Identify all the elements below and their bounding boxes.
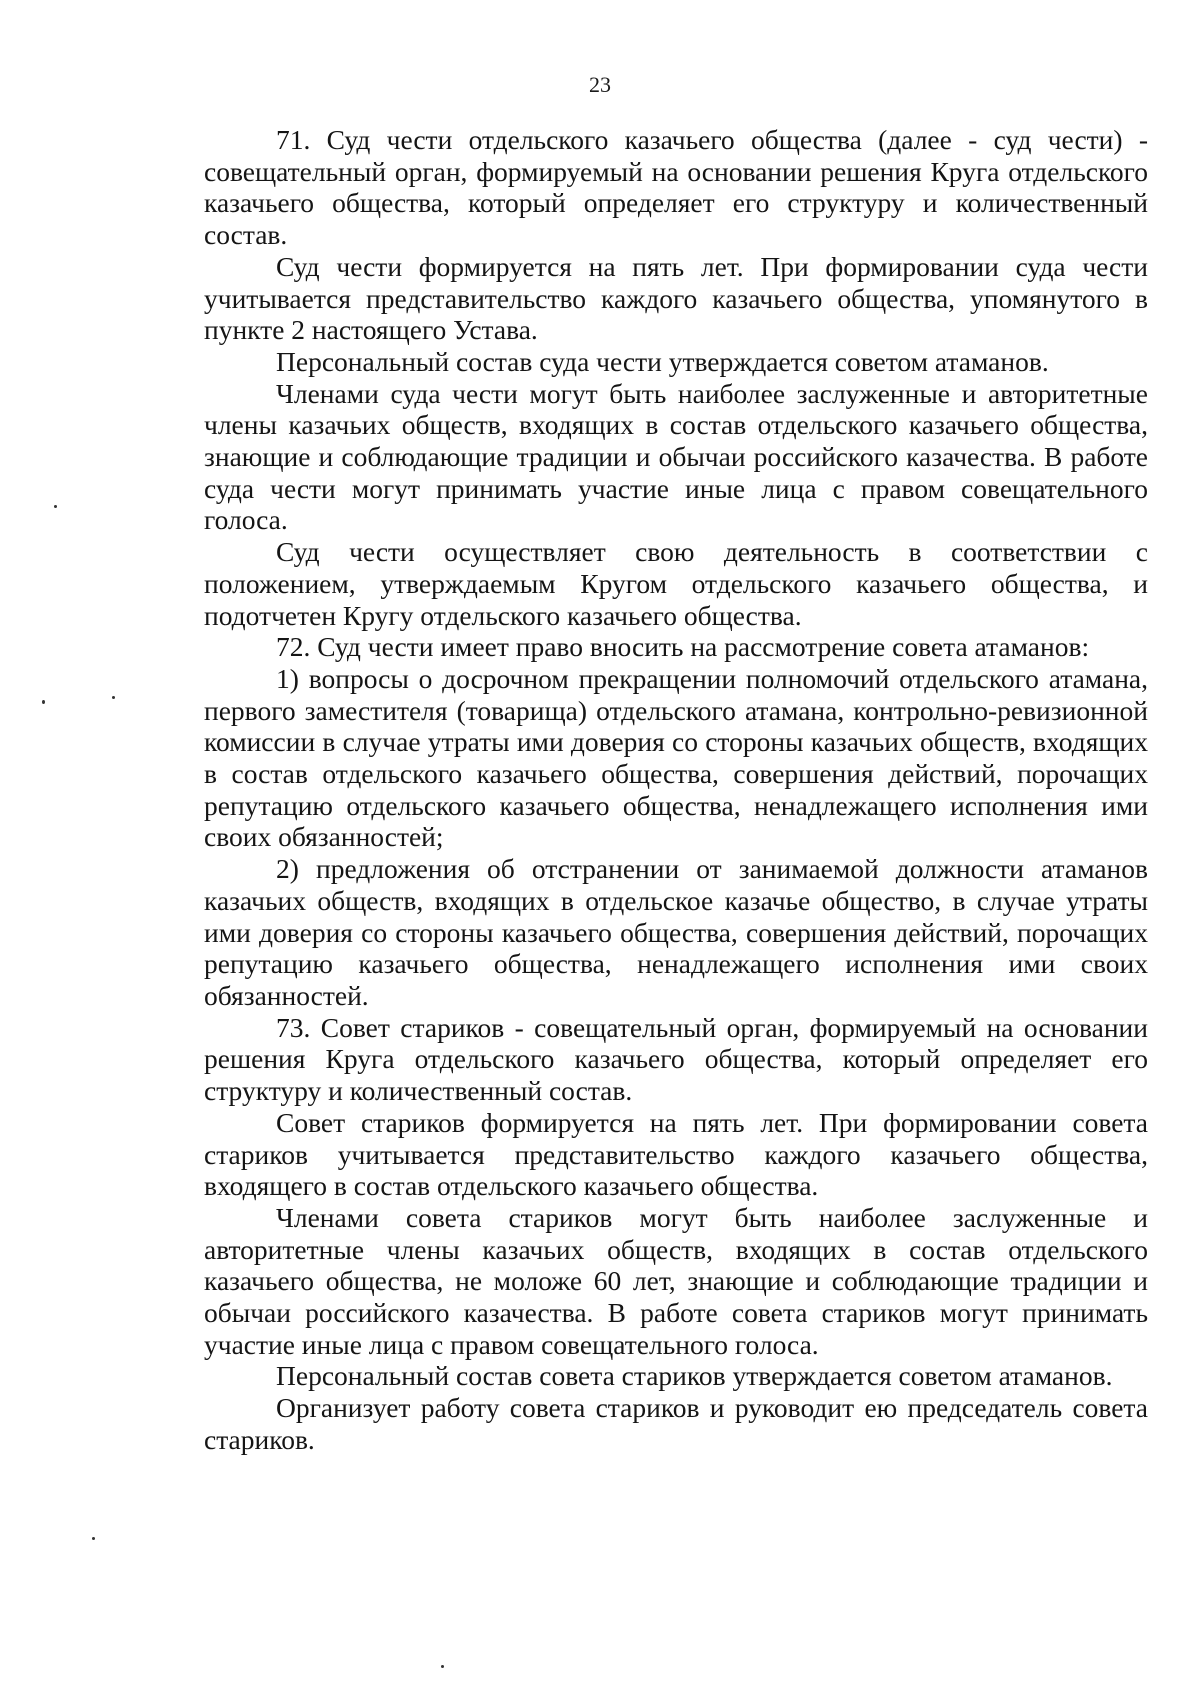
paragraph-72-item-1: 1) вопросы о досрочном прекращении полномочий отдельского атамана, первого заместителя (товарища) отдельского атамана, контрольно-ревизионной комиссии в случае утраты ими доверия со стороны казачьих обществ, входящих в состав отдельского казачьего общества, совершения действий, порочащих репутацию отдельского казачьего общества, ненадлежащего исполнения ими своих обязанностей;	[204, 662, 1148, 853]
scan-speck	[112, 696, 115, 699]
paragraph-71-term: Суд чести формируется на пять лет. При формировании суда чести учитывается представительство каждого казачьего общества, упомянутого в пункте 2 настоящего Устава.	[204, 250, 1148, 346]
scan-speck	[441, 1665, 444, 1668]
paragraph-72-item-2: 2) предложения об отстранении от занимаемой должности атаманов казачьих обществ, входящих в отдельское казачье общество, в случае утраты ими доверия со стороны казачьего общества, совершения действий, порочащих репутацию казачьего общества, ненадлежащего исполнения ими своих обязанностей.	[204, 853, 1148, 1011]
paragraph-71-composition: Персональный состав суда чести утверждается советом атаманов.	[276, 345, 1049, 377]
scan-speck	[42, 700, 45, 704]
scan-speck	[92, 1537, 95, 1540]
paragraph-73: 73. Совет стариков - совещательный орган, формируемый на основании решения Круга отдельского казачьего общества, который определяет его структуру и количественный состав.	[204, 1011, 1148, 1107]
paragraph-73-members: Членами совета стариков могут быть наиболее заслуженные и авторитетные члены казачьих обществ, входящих в состав отдельского казачьего общества, не моложе 60 лет, знающие и соблюдающие традиции и обычаи российского казачества. В работе совета стариков могут принимать участие иные лица с правом совещательного голоса.	[204, 1201, 1148, 1360]
paragraph-73-composition: Персональный состав совета стариков утверждается советом атаманов.	[276, 1360, 1113, 1392]
scan-speck	[54, 505, 57, 508]
paragraph-72: 72. Суд чести имеет право вносить на рассмотрение совета атаманов:	[276, 631, 1090, 663]
paragraph-71: 71. Суд чести отдельского казачьего общества (далее - суд чести) - совещательный орган, формируемый на основании решения Круга отдельского казачьего общества, который определяет его структуру и количественный состав.	[204, 124, 1148, 251]
paragraph-71-members: Членами суда чести могут быть наиболее заслуженные и авторитетные члены казачьих обществ, входящих в состав отдельского казачьего общества, знающие и соблюдающие традиции и обычаи российского казачества. В работе суда чести могут принимать участие иные лица с правом совещательного голоса.	[204, 377, 1148, 536]
page-number: 23	[589, 72, 611, 97]
paragraph-73-chair: Организует работу совета стариков и руководит ею председатель совета стариков.	[204, 1392, 1148, 1455]
paragraph-71-activity: Суд чести осуществляет свою деятельность в соответствии с положением, утверждаемым Кругом отдельского казачьего общества, и подотчетен Кругу отдельского казачьего общества.	[204, 536, 1148, 631]
paragraph-73-term: Совет стариков формируется на пять лет. При формировании совета стариков учитывается представительство каждого казачьего общества, входящего в состав отдельского казачьего общества.	[204, 1106, 1148, 1202]
document-body	[204, 124, 1148, 1456]
